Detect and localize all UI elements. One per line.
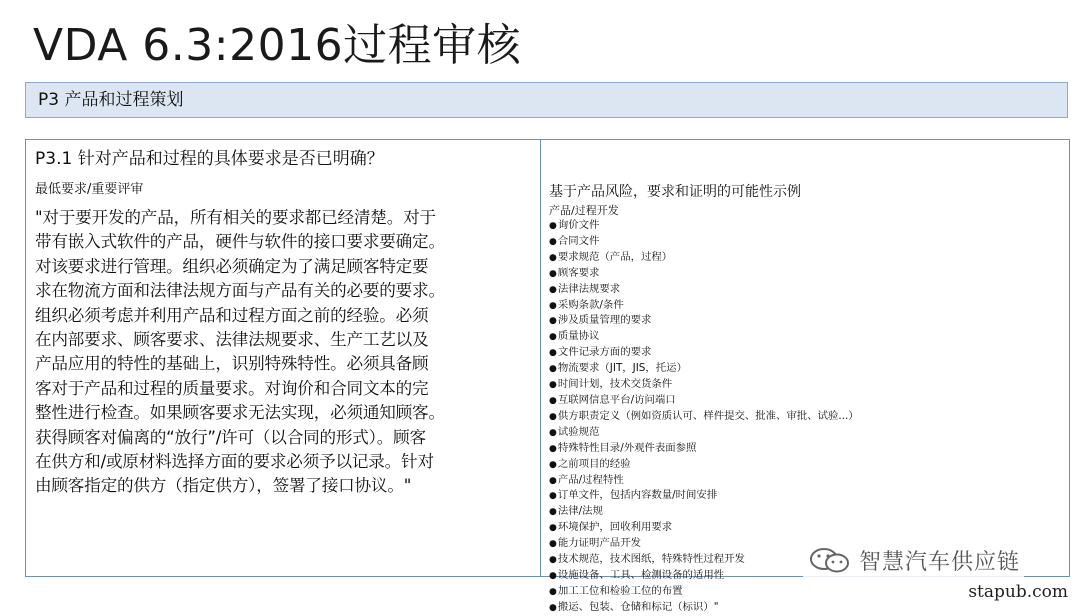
bullet-icon: ● <box>549 459 557 470</box>
example-item <box>549 393 1069 409</box>
example-item-text: 供方职责定义（例如资质认可、样件提交、批准、审批、试验...） <box>557 409 859 422</box>
example-item-text: 法律法规要求 <box>557 282 621 295</box>
requirements-column <box>26 140 541 576</box>
bullet-icon: ● <box>549 586 557 597</box>
bullet-icon: ● <box>549 523 557 534</box>
example-item <box>549 234 1069 250</box>
examples-heading: 基于产品风险，要求和证明的可能性示例 <box>549 184 801 200</box>
example-item-text: 询价文件 <box>557 219 600 231</box>
example-item-text: 法律/法规 <box>557 505 603 518</box>
example-item <box>549 377 1069 393</box>
bullet-icon: ● <box>549 475 557 486</box>
bullet-icon: ● <box>549 332 557 343</box>
page-title: VDA 6.3:2016过程审核 <box>33 20 522 71</box>
example-item <box>549 218 1069 234</box>
example-item-text: 设施设备、工具、检测设备的适用性 <box>557 568 725 581</box>
example-item-text: 涉及质量管理的要求 <box>557 314 652 327</box>
example-item <box>549 298 1069 314</box>
bullet-icon: ● <box>549 380 557 391</box>
bullet-icon: ● <box>549 284 557 295</box>
bullet-icon: ● <box>549 491 557 502</box>
bullet-icon: ● <box>549 348 557 359</box>
example-item-text: 采购条款/条件 <box>557 298 624 311</box>
example-item-text: 文件记录方面的要求 <box>557 346 652 359</box>
bullet-icon: ● <box>549 555 557 566</box>
section-header: P3 产品和过程策划 <box>25 82 1068 118</box>
example-item <box>549 504 1069 520</box>
example-item-text: 之前项目的经验 <box>557 457 631 470</box>
example-item <box>549 600 1069 616</box>
bullet-icon: ● <box>549 252 557 263</box>
question-title: P3.1 针对产品和过程的具体要求是否已明确？ <box>35 149 384 169</box>
bullet-icon: ● <box>549 221 557 231</box>
bullet-icon: ● <box>549 268 557 279</box>
bullet-icon: ● <box>549 395 557 406</box>
example-item <box>549 345 1069 361</box>
example-item-text: 互联网信息平台/访问端口 <box>557 393 676 406</box>
example-item <box>549 473 1069 489</box>
requirements-body: "对于要开发的产品，所有相关的要求都已经清楚。对于 带有嵌入式软件的产品，硬件与软件的接口要求要确定。 对该要求进行管理。组织必须确定为了满足顾客特定要 求在物流方面和法律法规方面与产品有关的必要的要求。 组织必须考虑并利用产品和过程方面之前的经验。必须 在内部要求、顾客要求、法律法规要求、生产工艺以及 产品应用的特性的基础上，识别特殊特性。必须具备顾 客对于产品和过程的质量要求。对询价和合同文本的完 整性进行检查。如果顾客要求无法实现，必须通知顾客。 获得顾客对偏离的“放行”/许可（以合同的形式）。顾客 在供方和/或原材料选择方面的要求必须予以记录。针对 由顾客指定的供方（指定供方），签署了接口协议。" <box>35 208 445 496</box>
bullet-icon: ● <box>549 539 557 550</box>
bullet-icon: ● <box>549 602 557 613</box>
watermark-text: 智慧汽车供应链 <box>859 549 1021 575</box>
example-item <box>549 520 1069 536</box>
requirements-subheading: 最低要求/重要评审 <box>35 182 144 197</box>
example-item-text: 产品/过程特性 <box>557 473 624 486</box>
example-item <box>549 313 1069 329</box>
example-item <box>549 266 1069 282</box>
examples-subheading: 产品/过程开发 <box>549 204 619 217</box>
example-item <box>549 488 1069 504</box>
example-item <box>549 250 1069 266</box>
bullet-icon: ● <box>549 443 557 454</box>
bullet-icon: ● <box>549 570 557 581</box>
example-item <box>549 361 1069 377</box>
example-item-text: 订单文件，包括内容数量/时间安排 <box>557 489 718 502</box>
example-item-text: 要求规范（产品，过程） <box>557 250 673 263</box>
bullet-icon: ● <box>549 236 557 247</box>
example-item-text: 搬运、包装、仓储和标记（标识）" <box>557 600 719 613</box>
bullet-icon: ● <box>549 300 557 311</box>
example-item-text: 技术规范，技术图纸，特殊特性过程开发 <box>557 553 745 566</box>
example-item-text: 合同文件 <box>557 234 600 247</box>
bullet-icon: ● <box>549 411 557 422</box>
example-item <box>549 409 1069 425</box>
example-item-text: 时间计划，技术交货条件 <box>557 378 673 391</box>
wechat-icon <box>807 547 853 573</box>
example-item-text: 物流要求（JIT，JIS，托运） <box>557 362 687 375</box>
bullet-icon: ● <box>549 507 557 518</box>
example-item-text: 顾客要求 <box>557 266 600 279</box>
example-item <box>549 282 1069 298</box>
example-item <box>549 457 1069 473</box>
example-item-text: 加工工位和检验工位的布置 <box>557 584 683 597</box>
example-item-text: 质量协议 <box>557 330 600 343</box>
example-item-text: 特殊特性目录/外观件表面参照 <box>557 441 697 454</box>
example-item-text: 环境保护，回收利用要求 <box>557 521 673 534</box>
example-item <box>549 425 1069 441</box>
example-item-text: 能力证明产品开发 <box>557 537 641 550</box>
bullet-icon: ● <box>549 364 557 375</box>
example-item-text: 试验规范 <box>557 425 600 438</box>
bullet-icon: ● <box>549 427 557 438</box>
site-url: stapub.com <box>968 582 1068 602</box>
example-item <box>549 329 1069 345</box>
bullet-icon: ● <box>549 316 557 327</box>
watermark <box>803 543 1024 577</box>
example-item <box>549 441 1069 457</box>
